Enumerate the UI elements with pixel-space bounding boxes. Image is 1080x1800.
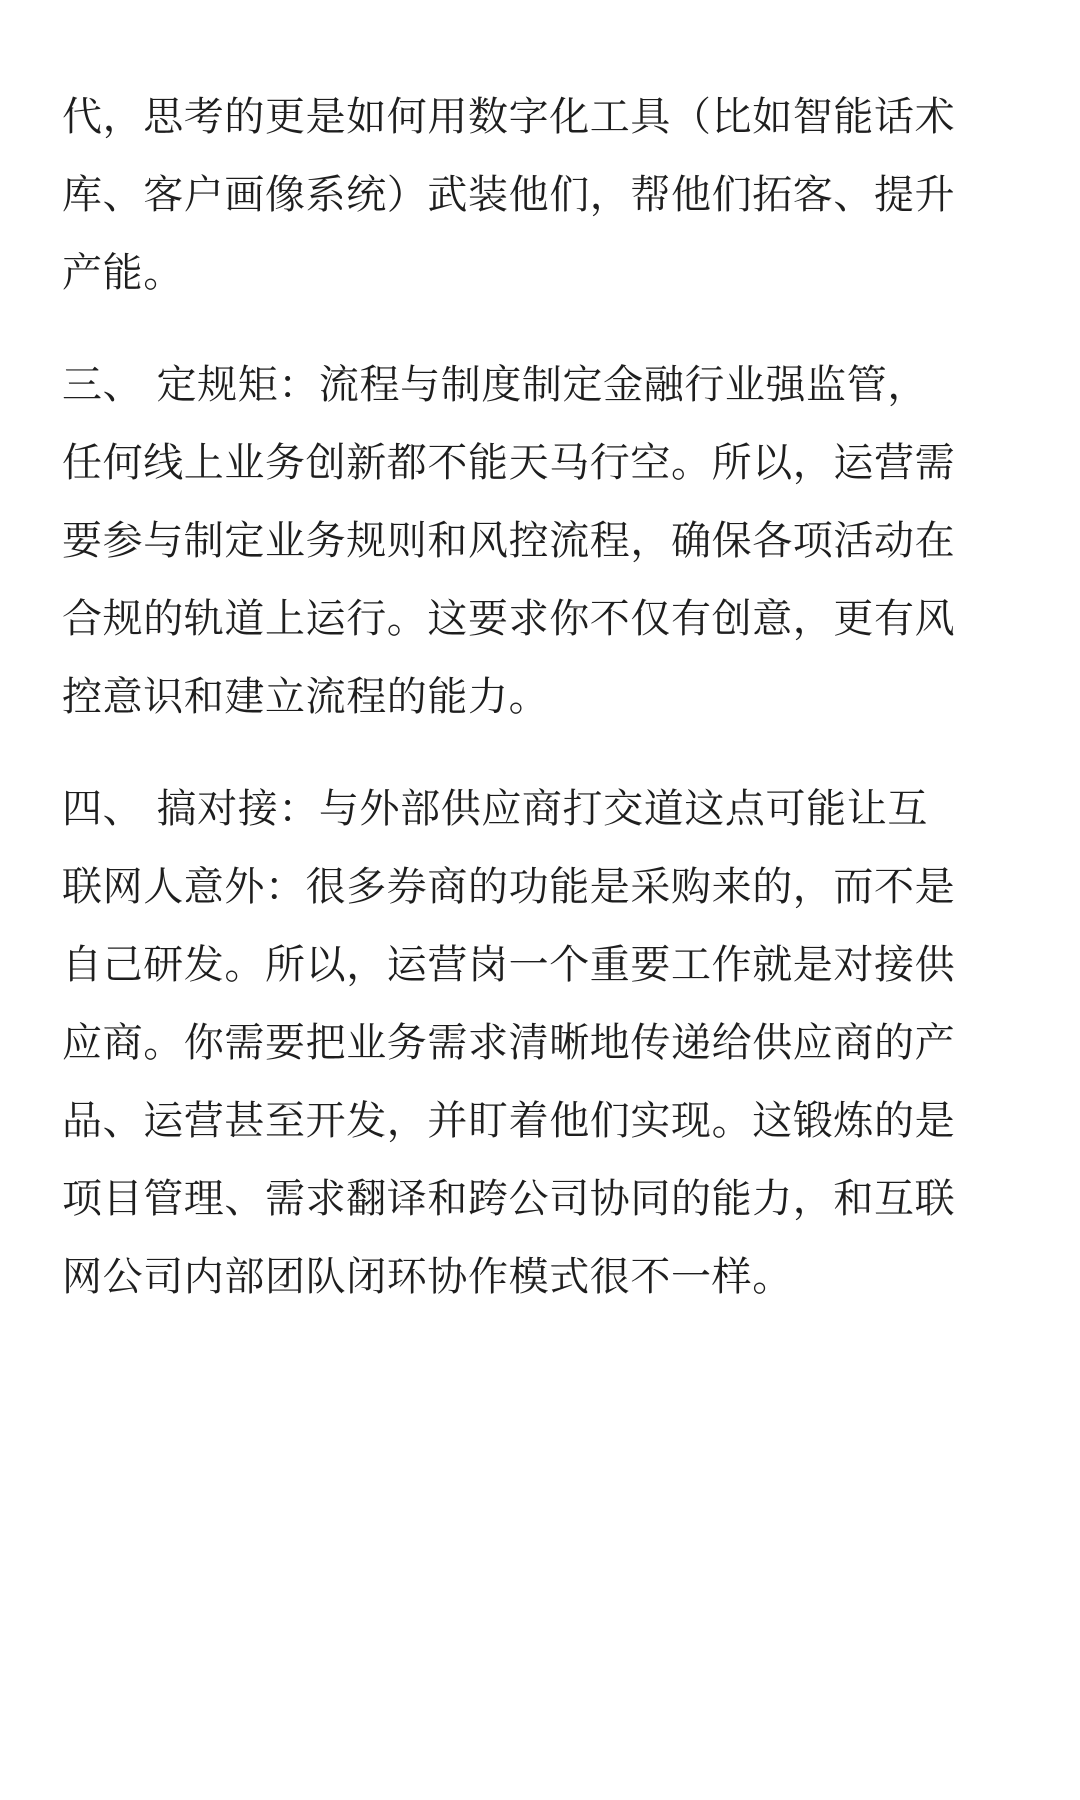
paragraph-vendors — [62, 770, 1022, 1316]
text-line: 应商。你需要把业务需求清晰地传递给供应商的产 — [62, 1020, 956, 1066]
text-line: 品、运营甚至开发，并盯着他们实现。这锻炼的是 — [62, 1098, 956, 1144]
text-line: 要参与制定业务规则和风控流程，确保各项活动在 — [62, 518, 956, 564]
text-line: 控意识和建立流程的能力。 — [62, 674, 550, 720]
text-line: 代，思考的更是如何用数字化工具（比如智能话术 — [62, 94, 956, 140]
text-line: 三、 定规矩：流程与制度制定金融行业强监管， — [62, 362, 928, 408]
text-line: 任何线上业务创新都不能天马行空。所以，运营需 — [62, 440, 956, 486]
article-body — [62, 78, 1022, 1316]
paragraph-digital-tools — [62, 78, 1022, 312]
text-line: 自己研发。所以，运营岗一个重要工作就是对接供 — [62, 942, 956, 988]
text-line: 四、 搞对接：与外部供应商打交道这点可能让互 — [62, 786, 928, 832]
text-line: 产能。 — [62, 250, 184, 296]
text-line: 项目管理、需求翻译和跨公司协同的能力，和互联 — [62, 1176, 956, 1222]
text-line: 合规的轨道上运行。这要求你不仅有创意，更有风 — [62, 596, 956, 642]
paragraph-rules — [62, 346, 1022, 736]
text-line: 网公司内部团队闭环协作模式很不一样。 — [62, 1254, 793, 1300]
text-line: 联网人意外：很多券商的功能是采购来的，而不是 — [62, 864, 956, 910]
text-line: 库、客户画像系统）武装他们，帮他们拓客、提升 — [62, 172, 956, 218]
